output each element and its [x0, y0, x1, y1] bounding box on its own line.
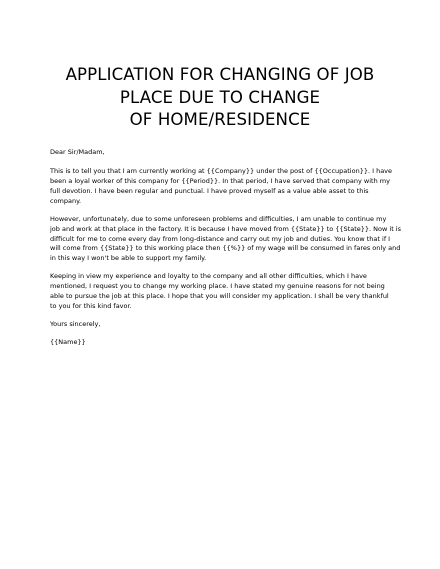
paragraph-line: to you for this kind favor.	[50, 301, 132, 310]
paragraph-line: able to pursue the job at this place. I hope that you will consider my application. I shall be very thankful	[50, 292, 389, 301]
title-line: PLACE DUE TO CHANGE	[119, 87, 321, 107]
greeting-text: Dear Sir/Madam,	[50, 148, 105, 156]
paragraph-line: company.	[50, 196, 82, 205]
paragraph-line: will come from {{State}} to this working place then {{%}} of my wage will be consumed in fares only and	[50, 244, 401, 253]
paragraph-line: mentioned, I request you to change my working place. I have stated my genuine reasons for not being	[50, 282, 385, 291]
signature	[50, 338, 395, 348]
closing	[50, 320, 395, 330]
paragraph-line: This is to tell you that I am currently working at {{Company}} under the post of {{Occupation}}. I have	[50, 167, 393, 176]
title-line: APPLICATION FOR CHANGING OF JOB	[65, 65, 375, 84]
paragraph-line: However, unfortunately, due to some unforeseen problems and difficulties, I am unable to continue my	[50, 214, 387, 223]
paragraph-line: full devotion. I have been regular and punctual. I have proved myself as a value able asset to this	[50, 186, 369, 195]
paragraph-line: job and work at that place in the factory. It is because I have moved from {{State}} to {{State}}. Now it is	[50, 224, 402, 233]
document-title	[40, 64, 400, 132]
paragraph-line: been a loyal worker of this company for {{Period}}. In that period, I have served that company with my	[50, 177, 390, 186]
paragraph-line: difficult for me to come every day from long-distance and carry out my job and duties. You know that if I	[50, 234, 391, 243]
paragraph-line: in this way I won't be able to support my family.	[50, 254, 207, 263]
paragraph-request	[50, 272, 395, 311]
title-line: OF HOME/RESIDENCE	[129, 110, 311, 129]
signature-name: {{Name}}	[50, 338, 86, 347]
closing-text: Yours sincerely,	[50, 320, 101, 329]
letter-body	[50, 148, 402, 357]
paragraph-intro	[50, 167, 395, 206]
greeting	[50, 148, 395, 158]
paragraph-line: Keeping in view my experience and loyalty to the company and all other difficulties, which I have	[50, 272, 367, 281]
paragraph-reason	[50, 214, 402, 264]
